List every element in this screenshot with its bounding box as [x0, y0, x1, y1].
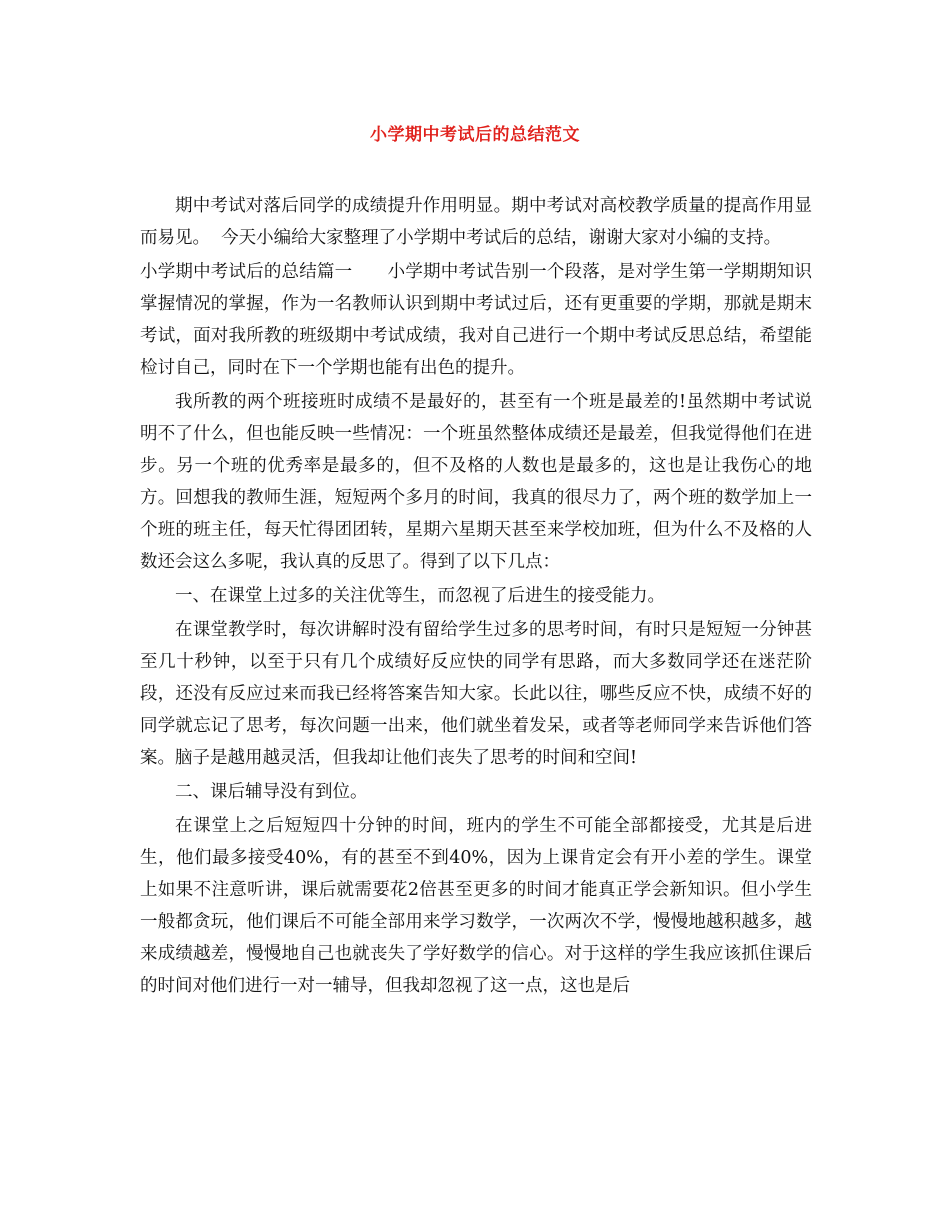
document-body: [140, 190, 812, 1004]
paragraph-heading-point-two: 二、课后辅导没有到位。: [175, 782, 368, 802]
paragraph-section-one-opening: 小学期中考试后的总结篇一 小学期中考试告别一个段落，是对学生第一学期期知识掌握情况的掌握，作为一名教师认识到期中考试过后，还有更重要的学期，那就是期末考试，面对我所教的班级期中考试成绩，我对自己进行一个期中考试反思总结，希望能检讨自己，同时在下一个学期也能有出色的提升。: [140, 262, 812, 378]
paragraph-after-class-tutoring: 在课堂上之后短短四十分钟的时间，班内的学生不可能全部都接受，尤其是后进生，他们最多接受40%，有的甚至不到40%，因为上课肯定会有开小差的学生。课堂上如果不注意听讲，课后就需要花2倍甚至更多的时间才能真正学会新知识。但小学生一般都贪玩，他们课后不可能全部用来学习数学，一次两次不学，慢慢地越积越多，越来成绩越差，慢慢地自己也就丧失了学好数学的信心。对于这样的学生我应该抓住课后的时间对他们进行一对一辅导，但我却忽视了这一点，这也是后: [140, 816, 812, 996]
paragraph-class-results: 我所教的两个班接班时成绩不是最好的，甚至有一个班是最差的!虽然期中考试说明不了什么，但也能反映一些情况：一个班虽然整体成绩还是最差，但我觉得他们在进步。另一个班的优秀率是最多的，但不及格的人数也是最多的，这也是让我伤心的地方。回想我的教师生涯，短短两个多月的时间，我真的很尽力了，两个班的数学加上一个班的班主任，每天忙得团团转，星期六星期天甚至来学校加班，但为什么不及格的人数还会这么多呢，我认真的反思了。得到了以下几点：: [140, 392, 812, 572]
paragraph-heading-point-one: 一、在课堂上过多的关注优等生，而忽视了后进生的接受能力。: [175, 586, 665, 606]
document-title: 小学期中考试后的总结范文: [370, 125, 580, 145]
paragraph-classroom-teaching: 在课堂教学时，每次讲解时没有留给学生过多的思考时间，有时只是短短一分钟甚至几十秒钟，以至于只有几个成绩好反应快的同学有思路，而大多数同学还在迷茫阶段，还没有反应过来而我已经将答案告知大家。长此以往，哪些反应不快，成绩不好的同学就忘记了思考，每次问题一出来，他们就坐着发呆，或者等老师同学来告诉他们答案。脑子是越用越灵活，但我却让他们丧失了思考的时间和空间!: [140, 620, 812, 768]
paragraph-intro: 期中考试对落后同学的成绩提升作用明显。期中考试对高校教学质量的提高作用显而易见。 今天小编给大家整理了小学期中考试后的总结，谢谢大家对小编的支持。: [140, 196, 812, 248]
